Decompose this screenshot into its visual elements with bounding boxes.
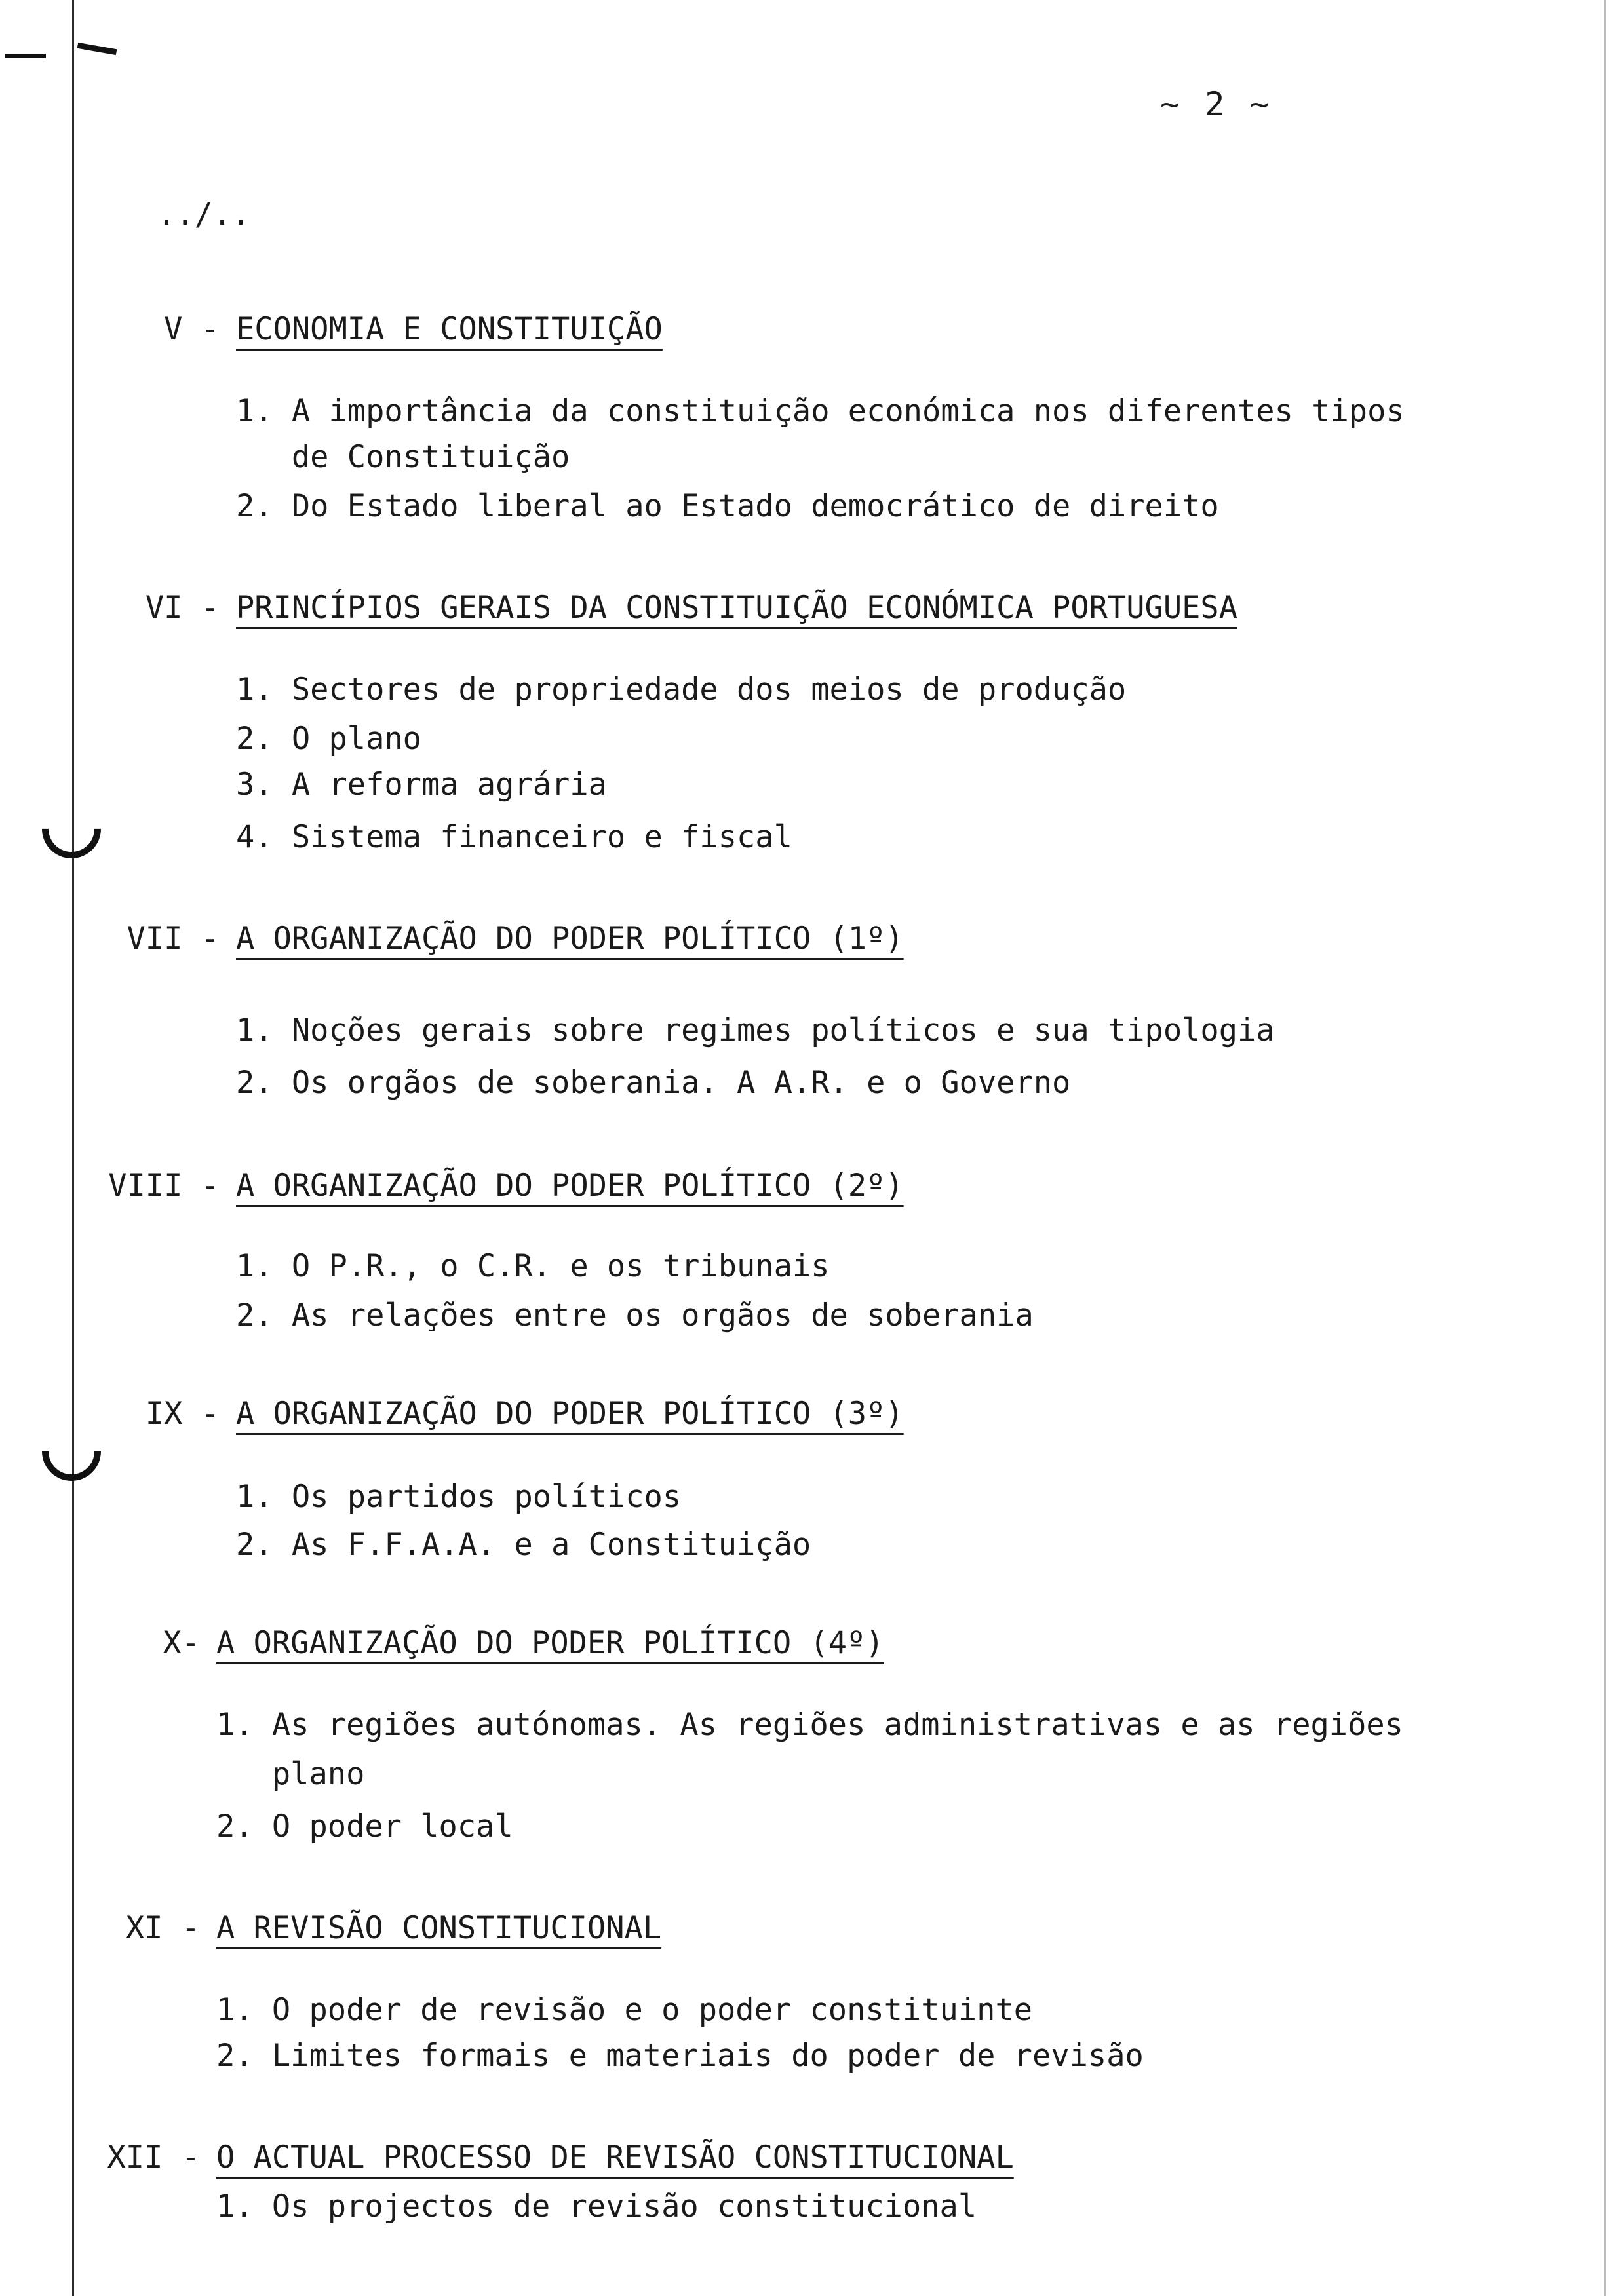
punch-hole-mark — [29, 787, 113, 870]
section-title: A REVISÃO CONSTITUCIONAL — [216, 1910, 662, 1946]
list-item: 1. O poder de revisão e o poder constituinte — [216, 1992, 1033, 2028]
section-title: A ORGANIZAÇÃO DO PODER POLÍTICO (3º) — [236, 1396, 904, 1432]
section-title: O ACTUAL PROCESSO DE REVISÃO CONSTITUCIONAL — [216, 2139, 1014, 2175]
section-title: A ORGANIZAÇÃO DO PODER POLÍTICO (4º) — [216, 1625, 884, 1661]
list-item: 2. O plano — [236, 721, 421, 757]
list-item: 4. Sistema financeiro e fiscal — [236, 819, 792, 855]
section-number: VI - — [145, 590, 220, 626]
list-item: 1. As regiões autónomas. As regiões administrativas e as regiões — [216, 1707, 1403, 1743]
list-item: 2. Limites formais e materiais do poder de revisão — [216, 2038, 1144, 2074]
scan-mark — [5, 54, 46, 58]
section-title: PRINCÍPIOS GERAIS DA CONSTITUIÇÃO ECONÓMICA PORTUGUESA — [236, 590, 1238, 626]
list-item: 1. Os projectos de revisão constitucional — [216, 2189, 977, 2225]
continuation-mark: ../.. — [157, 197, 250, 233]
section-number: X- — [163, 1625, 200, 1661]
section-number: VII - — [126, 921, 220, 957]
section-number: V - — [164, 311, 220, 347]
list-item: 2. As relações entre os orgãos de soberania — [236, 1297, 1034, 1333]
section-number: IX - — [145, 1396, 220, 1432]
list-item: 2. As F.F.A.A. e a Constituição — [236, 1527, 811, 1563]
section-title: A ORGANIZAÇÃO DO PODER POLÍTICO (2º) — [236, 1168, 904, 1204]
section-title: ECONOMIA E CONSTITUIÇÃO — [236, 311, 663, 347]
section-number: XII - — [107, 2139, 200, 2175]
list-item: 2. Do Estado liberal ao Estado democrático de direito — [236, 488, 1219, 524]
page-number: ~ 2 ~ — [1160, 85, 1272, 123]
section-title: A ORGANIZAÇÃO DO PODER POLÍTICO (1º) — [236, 921, 904, 957]
list-item: 1. O P.R., o C.R. e os tribunais — [236, 1248, 830, 1284]
list-item: 3. A reforma agrária — [236, 767, 607, 803]
list-item: 1. A importância da constituição económica nos diferentes tipos — [236, 393, 1405, 429]
section-number: VIII - — [108, 1168, 220, 1204]
list-item: 2. O poder local — [216, 1808, 513, 1845]
scan-mark — [77, 43, 117, 55]
list-item: 1. Sectores de propriedade dos meios de produção — [236, 672, 1127, 708]
section-number: XI - — [125, 1910, 200, 1946]
list-item: 1. Os partidos políticos — [236, 1479, 682, 1515]
list-item: 2. Os orgãos de soberania. A A.R. e o Governo — [236, 1065, 1071, 1101]
list-item: de Constituição — [236, 439, 570, 475]
right-edge — [1604, 0, 1606, 2296]
list-item: plano — [216, 1756, 365, 1792]
list-item: 1. Noções gerais sobre regimes políticos e sua tipologia — [236, 1012, 1275, 1048]
